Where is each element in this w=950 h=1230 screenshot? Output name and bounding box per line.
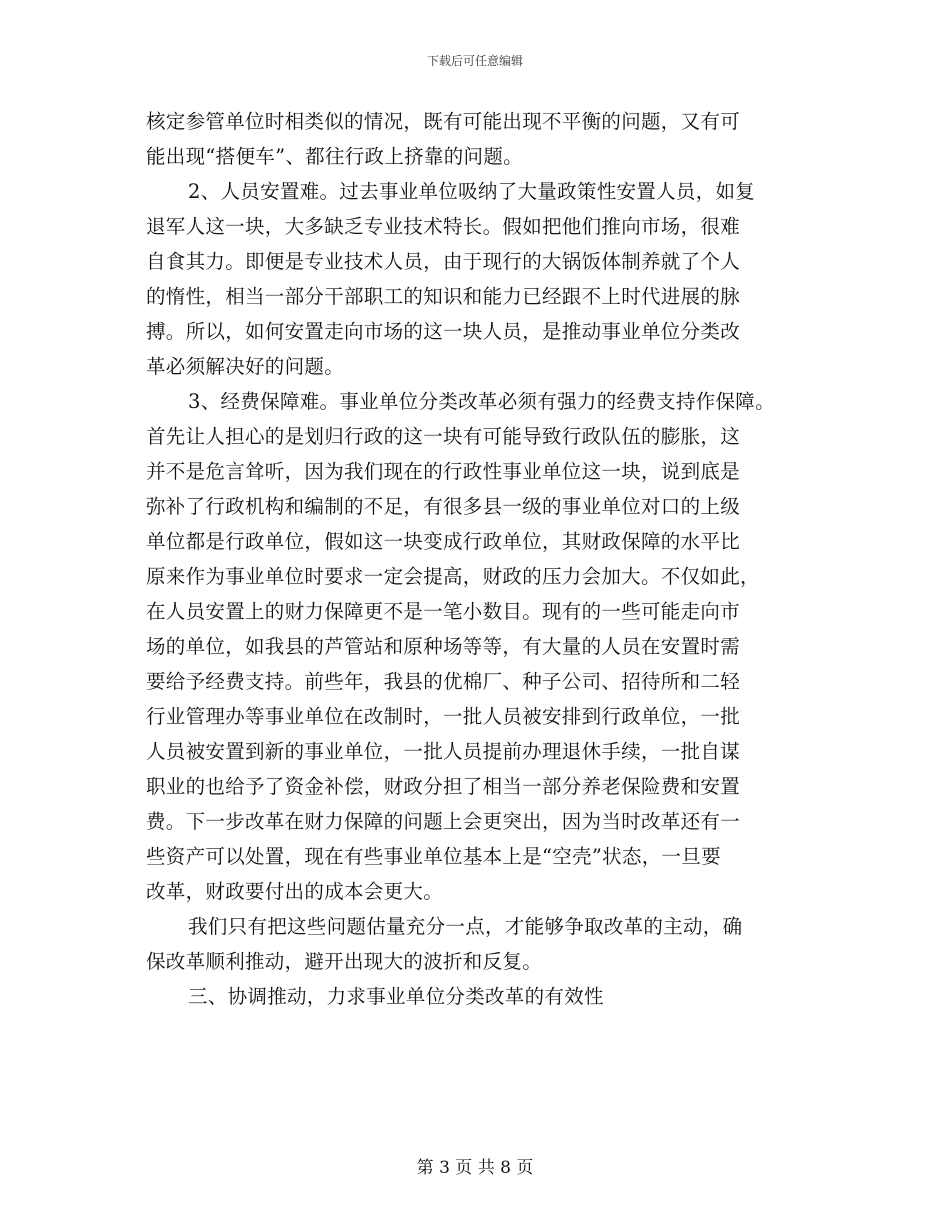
text-line: 2、人员安置难。过去事业单位吸纳了大量政策性安置人员，如复 bbox=[188, 180, 756, 203]
text-line: 搏。所以，如何安置走向市场的这一块人员，是推动事业单位分类改 bbox=[146, 320, 741, 343]
text-line: 人员被安置到新的事业单位，一批人员提前办理退休手续，一批自谋 bbox=[146, 740, 741, 763]
text-line: 自食其力。即便是专业技术人员，由于现行的大锅饭体制养就了个人 bbox=[146, 250, 741, 273]
text-line: 场的单位，如我县的芦管站和原种场等等，有大量的人员在安置时需 bbox=[146, 635, 741, 658]
page-header: 下载后可任意编辑 bbox=[426, 54, 523, 68]
text-line: 的惰性，相当一部分干部职工的知识和能力已经跟不上时代进展的脉 bbox=[146, 285, 741, 308]
text-line: 弥补了行政机构和编制的不足，有很多县一级的事业单位对口的上级 bbox=[146, 495, 741, 518]
text-line: 保改革顺利推动，避开出现大的波折和反复。 bbox=[146, 950, 543, 973]
text-line: 改革，财政要付出的成本会更大。 bbox=[146, 880, 444, 903]
text-line: 退军人这一块，大多缺乏专业技术特长。假如把他们推向市场，很难 bbox=[146, 215, 741, 238]
text-line: 能出现“搭便车”、都往行政上挤靠的问题。 bbox=[146, 145, 523, 168]
text-line: 核定参管单位时相类似的情况，既有可能出现不平衡的问题，又有可 bbox=[146, 110, 741, 133]
page-number: 第 3 页 共 8 页 bbox=[416, 1158, 534, 1178]
text-line: 3、经费保障难。事业单位分类改革必须有强力的经费支持作保障。 bbox=[188, 390, 775, 413]
text-line: 职业的也给予了资金补偿，财政分担了相当一部分养老保险费和安置 bbox=[146, 775, 741, 798]
text-line: 在人员安置上的财力保障更不是一笔小数目。现有的一些可能走向市 bbox=[146, 600, 741, 623]
text-line: 革必须解决好的问题。 bbox=[146, 355, 345, 378]
text-line: 我们只有把这些问题估量充分一点，才能够争取改革的主动，确 bbox=[188, 915, 743, 938]
text-line: 原来作为事业单位时要求一定会提高，财政的压力会加大。不仅如此， bbox=[146, 565, 760, 588]
text-line: 费。下一步改革在财力保障的问题上会更突出，因为当时改革还有一 bbox=[146, 810, 741, 833]
text-line: 单位都是行政单位，假如这一块变成行政单位，其财政保障的水平比 bbox=[146, 530, 741, 553]
section-heading: 三、协调推动，力求事业单位分类改革的有效性 bbox=[188, 985, 604, 1008]
text-line: 并不是危言耸听，因为我们现在的行政性事业单位这一块，说到底是 bbox=[146, 460, 741, 483]
document-body bbox=[146, 104, 836, 1014]
text-line: 首先让人担心的是划归行政的这一块有可能导致行政队伍的膨胀，这 bbox=[146, 425, 741, 448]
text-line: 些资产可以处置，现在有些事业单位基本上是“空壳”状态，一旦要 bbox=[146, 845, 721, 868]
text-line: 行业管理办等事业单位在改制时，一批人员被安排到行政单位，一批 bbox=[146, 705, 741, 728]
text-line: 要给予经费支持。前些年，我县的优棉厂、种子公司、招待所和二轻 bbox=[146, 670, 741, 693]
